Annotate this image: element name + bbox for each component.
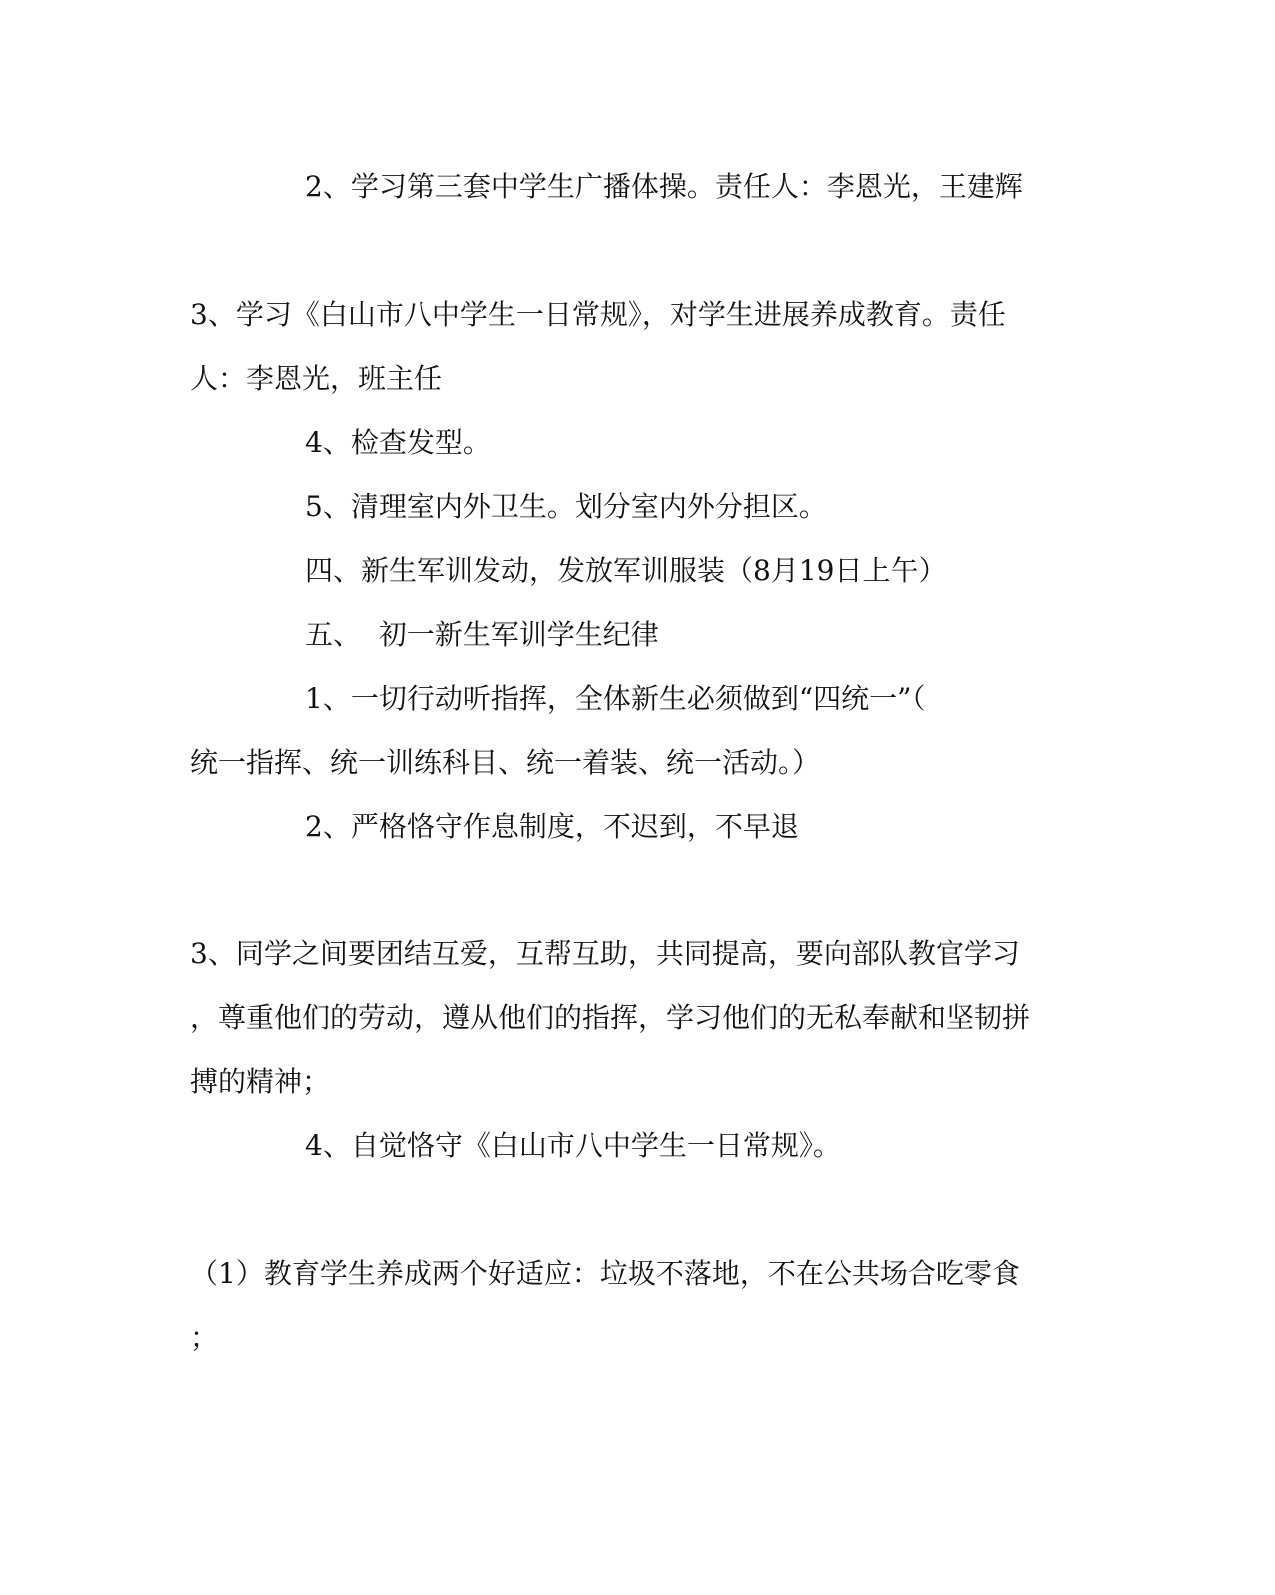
- text-line: 1、一切行动听指挥，全体新生必须做到“四统一”（: [305, 682, 926, 715]
- text-line: 2、学习第三套中学生广播体操。责任人：李恩光，王建辉: [305, 170, 1023, 203]
- text-line: 2、严格恪守作息制度，不迟到，不早退: [305, 810, 799, 843]
- text-line: 五、 初一新生军训学生纪律: [305, 618, 659, 651]
- text-line: ，尊重他们的劳动，遵从他们的指挥，学习他们的无私奉献和坚韧拼: [190, 1001, 1031, 1034]
- text-line: 3、学习《白山市八中学生一日常规》，对学生进展养成教育。责任: [190, 298, 1006, 331]
- text-line: ；: [190, 1321, 219, 1354]
- text-line: 4、自觉恪守《白山市八中学生一日常规》。: [305, 1129, 841, 1162]
- text-line: 5、清理室内外卫生。划分室内外分担区。: [305, 490, 827, 523]
- text-line: （1）教育学生养成两个好适应：垃圾不落地，不在公共场合吃零食: [190, 1257, 1020, 1290]
- text-line: 3、同学之间要团结互爱，互帮互助，共同提高，要向部队教官学习: [190, 937, 1020, 970]
- text-line: 搏的精神；: [190, 1065, 331, 1098]
- text-line: 四、新生军训发动，发放军训服装（8月19日上午）: [305, 554, 947, 587]
- text-line: 4、检查发型。: [305, 426, 491, 459]
- text-line: 统一指挥、统一训练科目、统一着装、统一活动。）: [190, 746, 821, 779]
- text-line: 人：李恩光，班主任: [190, 362, 443, 395]
